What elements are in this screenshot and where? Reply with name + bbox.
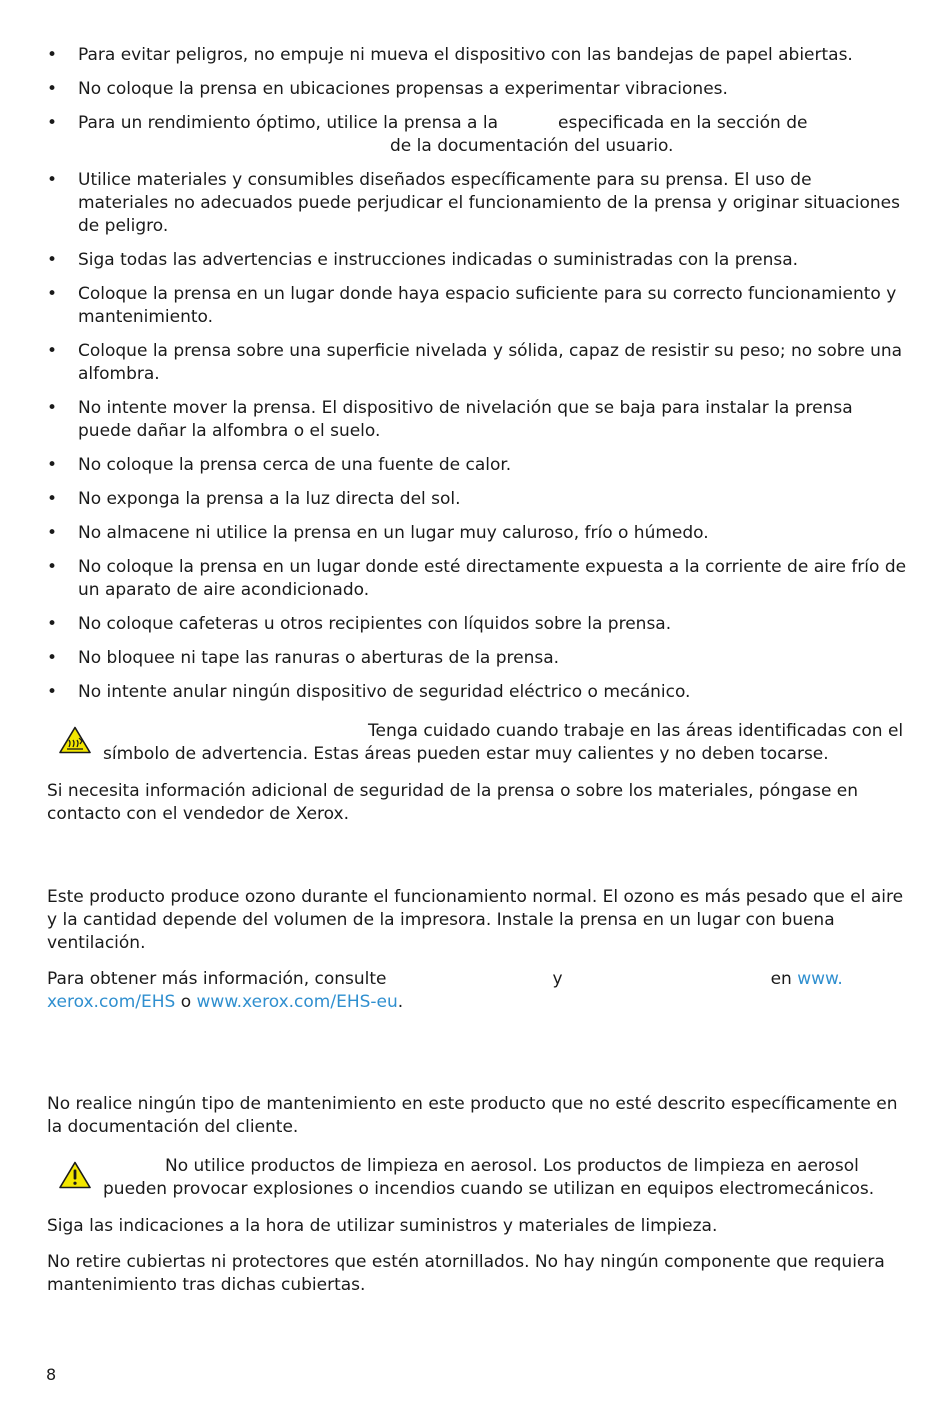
ehs-eu-link[interactable]: www.xerox.com/EHS-eu <box>196 992 398 1012</box>
bullet-dot: • <box>47 489 58 509</box>
list-item <box>47 454 907 477</box>
ehs-link[interactable]: www. xerox.com/EHS <box>47 969 843 1012</box>
list-item <box>47 169 907 238</box>
bullet-dot: • <box>47 284 58 304</box>
list-item <box>47 78 907 101</box>
bullet-dot: • <box>47 170 58 190</box>
supplies-paragraph: Siga las indicaciones a la hora de utilizar suministros y materiales de limpieza. <box>47 1216 718 1236</box>
bullet-dot: • <box>47 557 58 577</box>
more-info-text: y <box>552 969 563 989</box>
bullet-text: Coloque la prensa sobre una superficie nivelada y sólida, capaz de resistir su peso; no sobre una alfombra. <box>78 341 903 384</box>
warning-text: No utilice productos de limpieza en aerosol. Los productos de limpieza en aerosol pueden provocar explosiones o incendios cuando se utilizan en equipos electromecánicos. <box>103 1156 875 1199</box>
bullet-text: No intente anular ningún dispositivo de seguridad eléctrico o mecánico. <box>78 682 691 702</box>
bullet-dot: • <box>47 113 58 133</box>
maintenance-paragraph: No realice ningún tipo de mantenimiento en este producto que no esté descrito específicamente en la documentación del cliente. <box>47 1094 898 1137</box>
bullet-text: No almacene ni utilice la prensa en un lugar muy caluroso, frío o húmedo. <box>78 523 709 543</box>
bullet-dot: • <box>47 341 58 361</box>
list-item <box>47 249 907 272</box>
list-item <box>47 340 907 386</box>
list-item <box>47 488 907 511</box>
hot-surface-warning-icon <box>59 726 91 754</box>
bullet-dot: • <box>47 614 58 634</box>
covers-paragraph: No retire cubiertas ni protectores que estén atornillados. No hay ningún componente que requiera mantenimiento tras dichas cubiertas. <box>47 1252 885 1295</box>
bullet-dot: • <box>47 648 58 668</box>
bullet-text-part: Para un rendimiento óptimo, utilice la prensa a la <box>78 113 499 133</box>
page-content <box>47 44 907 1310</box>
list-item <box>47 613 907 636</box>
list-item <box>47 397 907 443</box>
bullet-text: Siga todas las advertencias e instrucciones indicadas o suministradas con la prensa. <box>78 250 799 270</box>
list-item <box>47 681 907 704</box>
list-item <box>47 556 907 602</box>
bullet-dot: • <box>47 79 58 99</box>
bullet-text: No exponga la prensa a la luz directa del sol. <box>78 489 461 509</box>
bullet-text: No coloque la prensa en un lugar donde esté directamente expuesta a la corriente de aire frío de un aparato de aire acondicionado. <box>78 557 907 600</box>
more-info-paragraph <box>47 968 907 1014</box>
hot-surface-warning <box>47 720 907 766</box>
list-item <box>47 44 907 67</box>
bullet-dot: • <box>47 45 58 65</box>
more-info-text: en <box>770 969 792 989</box>
contact-paragraph: Si necesita información adicional de seguridad de la prensa o sobre los materiales, póngase en contacto con el vendedor de Xerox. <box>47 781 859 824</box>
bullet-text: No coloque cafeteras u otros recipientes con líquidos sobre la prensa. <box>78 614 672 634</box>
list-item <box>47 112 907 158</box>
bullet-dot: • <box>47 682 58 702</box>
bullet-text: No coloque la prensa en ubicaciones propensas a experimentar vibraciones. <box>78 79 728 99</box>
bullet-text: No intente mover la prensa. El dispositivo de nivelación que se baja para instalar la prensa puede dañar la alfombra o el suelo. <box>78 398 853 441</box>
bullet-text-part: especificada en la sección de <box>558 113 808 133</box>
safety-bullet-list <box>47 44 907 704</box>
more-info-text: Para obtener más información, consulte <box>47 969 387 989</box>
bullet-dot: • <box>47 455 58 475</box>
list-item <box>47 647 907 670</box>
bullet-text: Utilice materiales y consumibles diseñados específicamente para su prensa. El uso de materiales no adecuados puede perjudicar el funcionamiento de la prensa y originar situaciones de peligro. <box>78 170 900 236</box>
list-item <box>47 522 907 545</box>
ozone-paragraph: Este producto produce ozono durante el funcionamiento normal. El ozono es más pesado que el aire y la cantidad depende del volumen de la impresora. Instale la prensa en un lugar con buena ventilación. <box>47 887 904 953</box>
more-info-text: o <box>180 992 192 1012</box>
bullet-text: Para evitar peligros, no empuje ni mueva el dispositivo con las bandejas de papel abiertas. <box>78 45 853 65</box>
bullet-dot: • <box>47 523 58 543</box>
warning-text: Tenga cuidado cuando trabaje en las áreas identificadas con el símbolo de advertencia. Estas áreas pueden estar muy calientes y no deben tocarse. <box>103 721 904 764</box>
list-item <box>47 283 907 329</box>
more-info-text: . <box>397 992 404 1012</box>
bullet-text: No coloque la prensa cerca de una fuente de calor. <box>78 455 512 475</box>
aerosol-warning <box>47 1155 907 1201</box>
bullet-text: Coloque la prensa en un lugar donde haya espacio suficiente para su correcto funcionamiento y mantenimiento. <box>78 284 897 327</box>
bullet-dot: • <box>47 398 58 418</box>
bullet-text: No bloquee ni tape las ranuras o aberturas de la prensa. <box>78 648 560 668</box>
bullet-text-part: de la documentación del usuario. <box>390 136 674 156</box>
bullet-dot: • <box>47 250 58 270</box>
caution-warning-icon <box>59 1161 91 1189</box>
page-number: 8 <box>46 1365 57 1384</box>
